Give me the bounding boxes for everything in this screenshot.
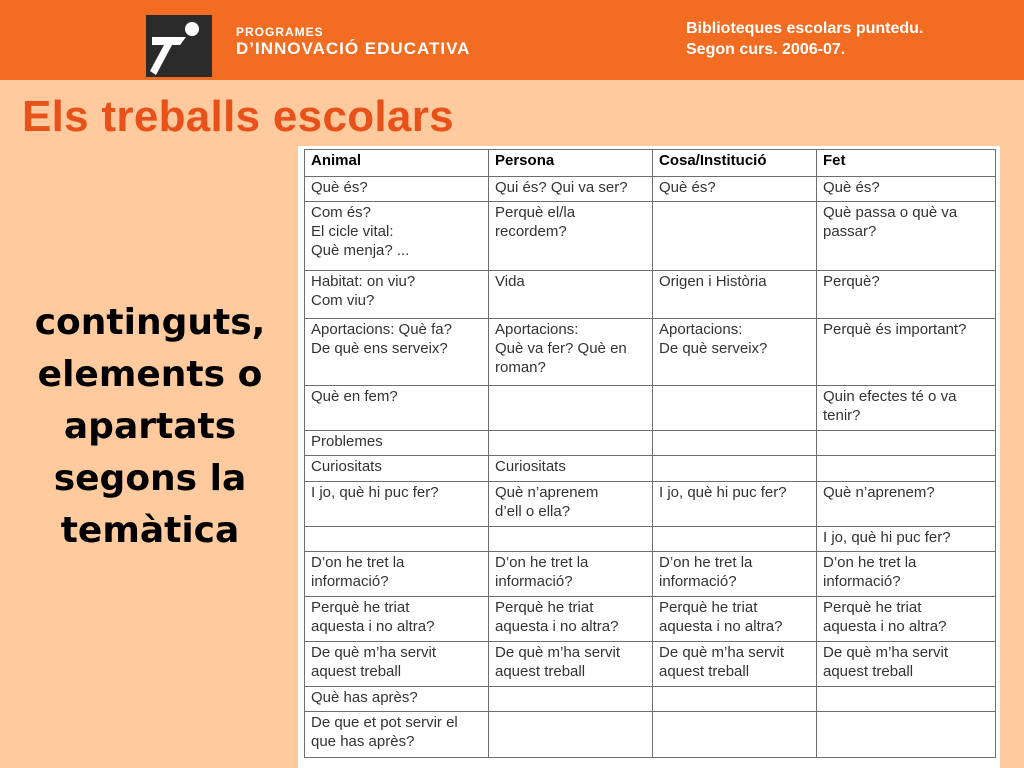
cell-line: informació? — [495, 573, 573, 590]
cell-line: I jo, què hi puc fer? — [659, 484, 787, 501]
table-cell — [305, 431, 489, 456]
cell-line: Perquè he triat — [823, 599, 922, 616]
cell-line: Curiositats — [311, 458, 382, 475]
cell-line: Què és? — [311, 179, 368, 196]
cell-line: De què m’ha servit — [495, 644, 621, 661]
cell-line: roman? — [495, 359, 546, 376]
table-cell — [305, 271, 489, 319]
table-cell — [817, 552, 996, 597]
cell-line: Què és? — [659, 179, 716, 196]
cell-line: Habitat: on viu? — [311, 273, 416, 290]
table-cell — [489, 456, 653, 482]
cell-line: I jo, què hi puc fer? — [311, 484, 439, 501]
cell-line: De què m’ha servit — [311, 644, 437, 661]
table-cell — [305, 456, 489, 482]
header-caption — [686, 18, 923, 60]
table-row — [305, 687, 996, 712]
table-cell — [817, 319, 996, 386]
table-cell — [305, 712, 489, 758]
side-text — [22, 297, 278, 557]
table-cell — [489, 271, 653, 319]
logo-line-2: D’INNOVACIÓ EDUCATIVA — [236, 39, 471, 58]
logo-line-1: PROGRAMES — [236, 25, 324, 39]
side-text-line: segons la — [53, 458, 247, 499]
cell-line: aquest treball — [311, 663, 402, 680]
cell-line: aquesta i no altra? — [311, 618, 435, 635]
table-row — [305, 527, 996, 552]
cell-line: aquest treball — [659, 663, 750, 680]
table-row — [305, 386, 996, 431]
cell-line: aquest treball — [823, 663, 914, 680]
table-cell — [817, 456, 996, 482]
cell-line: aquesta i no altra? — [659, 618, 783, 635]
table-cell — [489, 319, 653, 386]
cell-line: Problemes — [311, 433, 383, 450]
cell-line: Curiositats — [495, 458, 566, 475]
table-row — [305, 456, 996, 482]
cell-line: De que et pot servir el — [311, 714, 458, 731]
table-row — [305, 642, 996, 687]
cell-line: recordem? — [495, 223, 567, 240]
table-cell — [653, 431, 817, 456]
cell-line: Què en fem? — [311, 388, 398, 405]
table-cell — [653, 597, 817, 642]
cell-line: aquesta i no altra? — [495, 618, 619, 635]
table-row — [305, 431, 996, 456]
cell-line: Perquè? — [823, 273, 880, 290]
table-row — [305, 319, 996, 386]
table-cell — [653, 319, 817, 386]
table-row — [305, 597, 996, 642]
table-cell — [305, 527, 489, 552]
cell-line: D’on he tret la — [823, 554, 917, 571]
header-bar — [0, 0, 1024, 80]
table-cell — [653, 202, 817, 271]
column-header: Animal — [305, 150, 489, 177]
cell-line: Què és? — [823, 179, 880, 196]
cell-line: Com és? — [311, 204, 372, 221]
table-cell — [817, 482, 996, 527]
cell-line: Què passa o què va — [823, 204, 958, 221]
table-cell — [489, 642, 653, 687]
cell-line: Perquè és important? — [823, 321, 967, 338]
cell-line: Aportacions: Què fa? — [311, 321, 452, 338]
table-cell — [305, 482, 489, 527]
table-cell — [305, 552, 489, 597]
table-cell — [305, 386, 489, 431]
column-header: Cosa/Institució — [653, 150, 817, 177]
table-cell — [489, 482, 653, 527]
table-cell — [489, 712, 653, 758]
cell-line: Perquè he triat — [659, 599, 758, 616]
table-cell — [653, 687, 817, 712]
table-cell — [653, 271, 817, 319]
cell-line: informació? — [823, 573, 901, 590]
table-cell — [489, 527, 653, 552]
cell-line: que has après? — [311, 733, 415, 750]
side-text-line: temàtica — [60, 510, 240, 551]
table-cell — [489, 177, 653, 202]
table-cell — [305, 642, 489, 687]
header-caption-line-1: Biblioteques escolars puntedu. — [686, 20, 924, 37]
table-cell — [817, 271, 996, 319]
cell-line: informació? — [659, 573, 737, 590]
table-cell — [653, 482, 817, 527]
cell-line: aquesta i no altra? — [823, 618, 947, 635]
table-cell — [305, 687, 489, 712]
table-cell — [817, 597, 996, 642]
table-cell — [817, 177, 996, 202]
cell-line: Aportacions: — [495, 321, 579, 338]
table-cell — [305, 177, 489, 202]
table-cell — [489, 552, 653, 597]
table-cell — [817, 527, 996, 552]
cell-line: I jo, què hi puc fer? — [823, 529, 951, 546]
table-cell — [817, 386, 996, 431]
table-cell — [653, 386, 817, 431]
cell-line: Què n’aprenem? — [823, 484, 935, 501]
table-cell — [653, 712, 817, 758]
table-cell — [653, 527, 817, 552]
table-cell — [305, 597, 489, 642]
table-cell — [817, 202, 996, 271]
table-row — [305, 202, 996, 271]
table-cell — [653, 642, 817, 687]
table-cell — [489, 431, 653, 456]
table-row — [305, 552, 996, 597]
table-row — [305, 482, 996, 527]
cell-line: Perquè he triat — [311, 599, 410, 616]
logo-wordmark — [236, 26, 470, 59]
table-cell — [817, 687, 996, 712]
table-cell — [653, 456, 817, 482]
cell-line: De què m’ha servit — [823, 644, 949, 661]
table-cell — [489, 687, 653, 712]
cell-line: D’on he tret la — [311, 554, 405, 571]
cell-line: Perquè el/la — [495, 204, 576, 221]
cell-line: Origen i Història — [659, 273, 767, 290]
cell-line: Aportacions: — [659, 321, 743, 338]
cell-line: De què serveix? — [659, 340, 768, 357]
table-cell — [489, 386, 653, 431]
cell-line: d’ell o ella? — [495, 503, 571, 520]
cell-line: D’on he tret la — [495, 554, 589, 571]
table-cell — [817, 712, 996, 758]
column-header: Persona — [489, 150, 653, 177]
table-cell — [489, 597, 653, 642]
table-cell — [305, 202, 489, 271]
column-header: Fet — [817, 150, 996, 177]
side-text-line: continguts, — [34, 302, 266, 343]
cell-line: Qui és? Qui va ser? — [495, 179, 628, 196]
cell-line: De què m’ha servit — [659, 644, 785, 661]
cell-line: passar? — [823, 223, 877, 240]
table-row — [305, 177, 996, 202]
table-cell — [653, 552, 817, 597]
cell-line: Com viu? — [311, 292, 375, 309]
table-cell — [489, 202, 653, 271]
cell-line: Vida — [495, 273, 525, 290]
table-image — [298, 146, 1000, 768]
cell-line: De què ens serveix? — [311, 340, 448, 357]
table-cell — [817, 431, 996, 456]
cell-line: Què n’aprenem — [495, 484, 599, 501]
table-cell — [305, 319, 489, 386]
table-row — [305, 712, 996, 758]
page-title: Els treballs escolars — [22, 92, 454, 141]
logo-icon — [146, 15, 212, 77]
cell-line: El cicle vital: — [311, 223, 394, 240]
table-cell — [817, 642, 996, 687]
header-caption-line-2: Segon curs. 2006-07. — [686, 41, 846, 58]
cell-line: tenir? — [823, 407, 861, 424]
cell-line: Perquè he triat — [495, 599, 594, 616]
side-text-line: elements o — [37, 354, 263, 395]
cell-line: aquest treball — [495, 663, 586, 680]
cell-line: informació? — [311, 573, 389, 590]
table-row — [305, 271, 996, 319]
cell-line: Què va fer? Què en — [495, 340, 627, 357]
side-text-line: apartats — [63, 406, 237, 447]
cell-line: Què has après? — [311, 689, 418, 706]
table-cell — [653, 177, 817, 202]
table-header-row — [305, 150, 996, 177]
cell-line: Quin efectes té o va — [823, 388, 957, 405]
content-table — [304, 149, 996, 758]
cell-line: Què menja? ... — [311, 242, 410, 259]
cell-line: D’on he tret la — [659, 554, 753, 571]
